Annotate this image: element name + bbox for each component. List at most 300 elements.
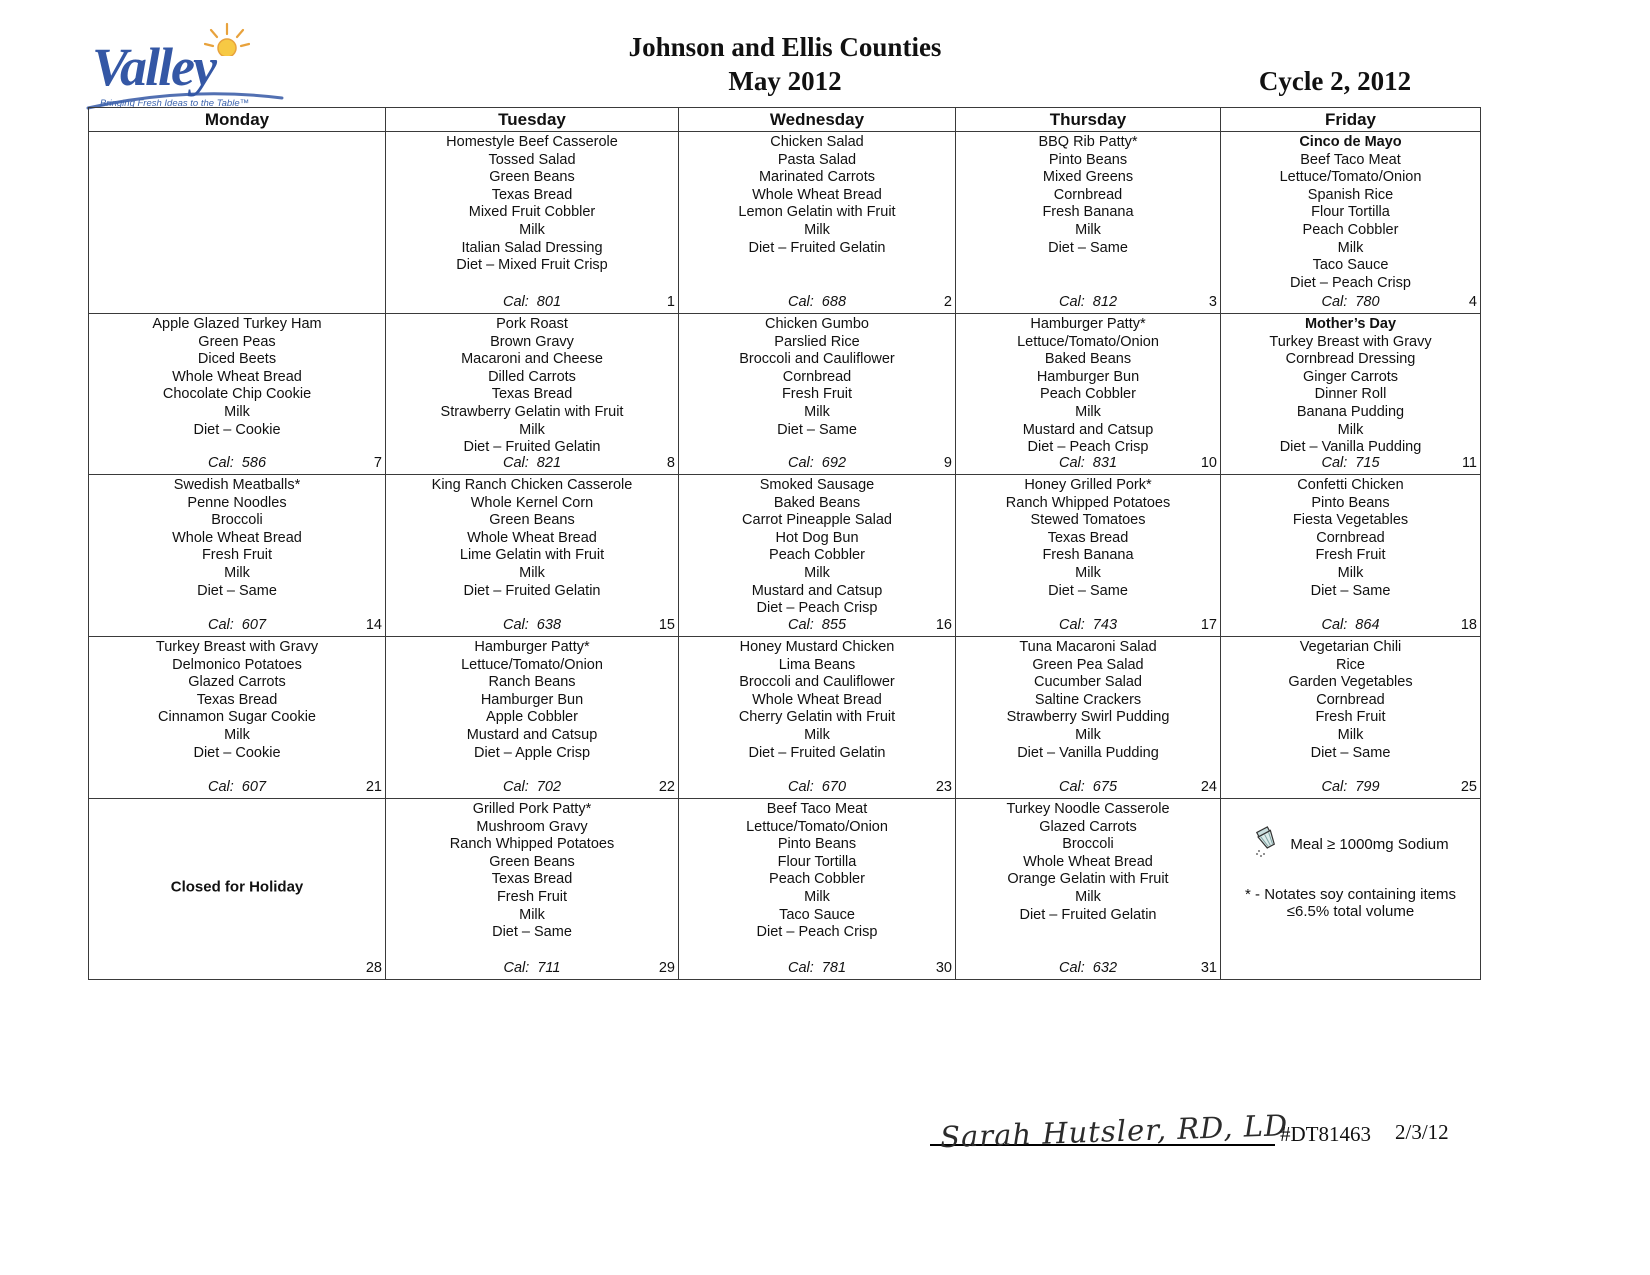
day-number: 16 [935,617,952,634]
menu-cell-week2-friday [1221,314,1481,475]
menu-item: Milk [1075,221,1101,238]
calorie-row [89,960,385,978]
menu-item: Milk [804,726,830,743]
menu-cell-week5-monday [89,799,386,980]
day-number: 11 [1461,455,1477,472]
day-number: 7 [373,455,382,472]
menu-item: Diet – Same [1048,239,1128,256]
menu-item: Fresh Banana [1042,547,1134,564]
menu-cell-week5-thursday [956,799,1221,980]
menu-item-list [679,799,955,942]
calorie-value: Cal: 781 [787,960,847,976]
menu-cell-week5-friday [1221,799,1481,980]
menu-item-list [679,132,955,257]
menu-item: Orange Gelatin with Fruit [1007,871,1169,888]
menu-item: Hamburger Patty* [474,639,590,655]
menu-item: Peach Cobbler [769,547,865,564]
menu-item: Taco Sauce [779,906,855,923]
menu-item: Diet – Same [492,924,572,941]
menu-item: Spanish Rice [1307,186,1394,203]
menu-item-list [1221,475,1480,600]
calorie-row [1221,779,1480,797]
menu-item: Fresh Fruit [1315,547,1386,564]
menu-item: Diet – Fruited Gelatin [748,744,886,761]
signature: Sarah Hutsler, RD, LD [939,1108,1289,1155]
menu-cell-week4-friday [1221,637,1481,799]
calorie-row [1221,617,1480,635]
menu-item: Lettuce/Tomato/Onion [1279,169,1422,186]
menu-item: Tossed Salad [488,151,576,168]
calorie-value: Cal: 692 [787,455,847,471]
soy-note-line1: * - Notates soy containing items [1245,885,1456,903]
calorie-row [1221,455,1480,473]
menu-item-list [1221,132,1480,292]
calorie-value: Cal: 799 [1321,779,1380,795]
menu-item: Lemon Gelatin with Fruit [738,204,896,221]
calorie-row [386,294,678,312]
menu-item: Fresh Fruit [201,547,273,564]
holiday-title: Mother’s Day [1304,316,1397,332]
page-subtitle: May 2012 [728,66,842,96]
menu-item: Ranch Whipped Potatoes [1005,494,1171,511]
menu-item: Smoked Sausage [759,477,875,493]
menu-item: Diet – Cookie [193,744,281,761]
sodium-legend [1221,799,1480,864]
menu-item: Brown Gravy [490,333,574,350]
menu-item: Milk [224,564,250,581]
menu-item: Milk [1075,888,1101,905]
menu-item: Pinto Beans [1311,494,1390,511]
menu-item: Diet – Apple Crisp [473,744,591,761]
menu-cell-week2-monday [89,314,386,475]
menu-item: Lima Beans [778,656,856,673]
day-header-tuesday: Tuesday [386,108,679,132]
menu-item: Lime Gelatin with Fruit [459,547,605,564]
calorie-value: Cal: 821 [502,455,562,471]
menu-item: Fresh Fruit [496,888,568,905]
menu-item-list [679,314,955,439]
closed-for-holiday-label: Closed for Holiday [170,878,304,896]
menu-item: Delmonico Potatoes [172,656,302,673]
menu-item: Mushroom Gravy [476,818,588,835]
menu-item: Milk [519,906,545,923]
cycle-label: Cycle 2, 2012 [1258,66,1412,96]
menu-item-list [386,314,678,457]
menu-item: Whole Wheat Bread [752,691,882,708]
menu-item: Milk [519,564,545,581]
menu-item-list [89,475,385,600]
menu-item: Diet – Same [1048,582,1128,599]
menu-item: Homestyle Beef Casserole [446,134,618,150]
menu-cell-week2-wednesday [679,314,956,475]
calorie-row [956,617,1220,635]
calorie-value: Cal: 831 [1058,455,1118,471]
calorie-value: Cal: 607 [207,617,267,633]
menu-item: Flour Tortilla [777,853,857,870]
menu-item: Milk [519,421,545,438]
menu-item: Lettuce/Tomato/Onion [1017,333,1159,350]
day-number: 18 [1460,617,1477,634]
menu-item: Baked Beans [773,494,861,511]
menu-item: Peach Cobbler [1040,386,1136,403]
menu-item: Milk [804,564,830,581]
menu-item: Diet – Vanilla Pudding [1017,744,1159,761]
menu-item-list [89,314,385,439]
day-number: 23 [935,779,952,796]
day-number: 4 [1468,294,1477,311]
menu-item: Ranch Beans [488,674,576,691]
day-number: 29 [658,960,675,977]
menu-cell-week3-thursday [956,475,1221,637]
week-row-3 [89,475,1481,637]
menu-item: Ranch Whipped Potatoes [449,836,615,853]
menu-item: Glazed Carrots [188,674,286,691]
calorie-row [679,779,955,797]
menu-item: Milk [224,403,250,420]
menu-item: Green Beans [489,169,575,186]
menu-item: Whole Wheat Bread [1023,853,1153,870]
calorie-row [1221,294,1480,312]
menu-item: Honey Mustard Chicken [739,639,895,655]
menu-item: Apple Glazed Turkey Ham [152,316,322,332]
menu-item: Pinto Beans [777,836,857,853]
menu-item: Chicken Salad [770,134,864,150]
menu-cell-week4-monday [89,637,386,799]
menu-item: Fiesta Vegetables [1292,512,1409,529]
menu-item: Green Beans [489,853,575,870]
menu-item: Broccoli [211,512,263,529]
menu-item: Green Beans [489,512,575,529]
holiday-title: Cinco de Mayo [1299,134,1402,150]
menu-item-list [89,637,385,762]
day-number: 28 [365,960,382,977]
menu-item: Texas Bread [491,386,573,403]
day-header-friday: Friday [1221,108,1481,132]
day-header-monday: Monday [89,108,386,132]
menu-item: Broccoli and Cauliflower [739,351,895,368]
menu-item: Italian Salad Dressing [461,239,603,256]
menu-item: Cornbread [1053,186,1123,203]
menu-item: Pinto Beans [1048,151,1128,168]
menu-item: Diet – Fruited Gelatin [748,239,886,256]
calorie-row [89,455,385,473]
menu-calendar [88,107,1481,980]
menu-cell-week4-thursday [956,637,1221,799]
calorie-value: Cal: 632 [1058,960,1118,976]
day-number: 25 [1460,779,1477,796]
menu-item: Turkey Noodle Casserole [1006,801,1170,817]
signature-date: 2/3/12 [1395,1120,1449,1144]
day-header-row [89,108,1481,132]
menu-item: Whole Wheat Bread [172,368,302,385]
menu-item-list [386,637,678,762]
page-title: Johnson and Ellis Counties [628,32,942,62]
menu-item: Cornbread [782,368,852,385]
menu-cell-week4-tuesday [386,637,679,799]
menu-item: Hamburger Bun [1036,368,1140,385]
calorie-value: Cal: 711 [503,960,561,976]
menu-item: Whole Wheat Bread [172,529,302,546]
menu-item: Diet – Fruited Gelatin [1019,906,1157,923]
calorie-row [956,960,1220,978]
menu-item: Mustard and Catsup [466,726,598,743]
menu-item: Diet – Peach Crisp [1027,439,1149,456]
menu-cell-week5-tuesday [386,799,679,980]
menu-item: Taco Sauce [1312,257,1389,274]
salt-shaker-icon [1252,825,1282,864]
calorie-value: Cal: 638 [502,617,562,633]
menu-item: Milk [1337,421,1364,438]
menu-item: Ginger Carrots [1302,368,1399,385]
menu-cell-week1-friday [1221,132,1481,314]
calorie-value: Cal: 801 [502,294,562,310]
menu-item: Green Pea Salad [1032,656,1144,673]
menu-item: Diet – Peach Crisp [1290,274,1411,291]
menu-item: Chicken Gumbo [765,316,869,332]
calorie-value: Cal: 670 [787,779,847,795]
day-number: 8 [666,455,675,472]
menu-cell-week1-monday [89,132,386,314]
day-number: 1 [666,294,675,311]
calorie-row [386,617,678,635]
menu-item: Diet – Peach Crisp [756,924,878,941]
calorie-row [89,779,385,797]
week-row-1 [89,132,1481,314]
menu-item-list [956,314,1220,457]
calorie-row [956,455,1220,473]
calorie-value: Cal: 864 [1321,617,1380,633]
menu-item-list [386,799,678,942]
day-number: 15 [658,617,675,634]
menu-item: Confetti Chicken [1297,477,1404,493]
valley-logo [66,24,296,108]
menu-item: Fresh Fruit [1315,709,1386,726]
logo-tagline: Bringing Fresh Ideas to the Table™ [100,98,250,109]
menu-item: Carrot Pineapple Salad [742,512,892,529]
menu-item: Texas Bread [1047,529,1129,546]
menu-item: Strawberry Swirl Pudding [1006,709,1170,726]
menu-item: Milk [519,221,545,238]
soy-note-line2: ≤6.5% total volume [1286,903,1415,921]
calorie-value: Cal: 743 [1058,617,1118,633]
menu-item: Apple Cobbler [486,709,578,726]
day-number: 2 [943,294,952,311]
day-number: 30 [935,960,952,977]
menu-item: Vegetarian Chili [1299,639,1402,655]
menu-item: Diet – Fruited Gelatin [463,582,601,599]
menu-cell-week1-tuesday [386,132,679,314]
calorie-value: Cal: 715 [1321,455,1380,471]
menu-item: Saltine Crackers [1034,691,1142,708]
menu-item: Diet – Fruited Gelatin [463,439,601,456]
menu-item: Dilled Carrots [488,368,576,385]
menu-item: Milk [1337,239,1364,256]
menu-item: Penne Noodles [187,494,287,511]
day-header-thursday: Thursday [956,108,1221,132]
day-number: 21 [365,779,382,796]
calorie-value: Cal: 586 [207,455,267,471]
menu-item: Dinner Roll [1314,386,1387,403]
menu-item: Cucumber Salad [1034,674,1142,691]
menu-item: Milk [1075,726,1101,743]
menu-item: Tuna Macaroni Salad [1019,639,1157,655]
calorie-row [956,294,1220,312]
menu-cell-week3-wednesday [679,475,956,637]
calorie-row [679,294,955,312]
menu-item: Cornbread [1316,529,1385,546]
menu-item: Mixed Greens [1042,169,1134,186]
menu-item: Diced Beets [197,351,277,368]
menu-item: Baked Beans [1044,351,1132,368]
menu-item: Glazed Carrots [1039,818,1137,835]
menu-item: Diet – Same [197,582,277,599]
menu-item: Honey Grilled Pork* [1024,477,1152,493]
menu-item: Chocolate Chip Cookie [162,386,312,403]
menu-item: Mustard and Catsup [1022,421,1154,438]
menu-cell-week3-monday [89,475,386,637]
certification-id: #DT81463 [1280,1122,1371,1146]
menu-item: Swedish Meatballs* [173,477,301,493]
menu-item: Parslied Rice [774,333,860,350]
calorie-row [386,779,678,797]
menu-cell-week3-tuesday [386,475,679,637]
calorie-row [89,617,385,635]
menu-item: Banana Pudding [1296,403,1405,420]
menu-item-list [956,475,1220,600]
menu-item: BBQ Rib Patty* [1038,134,1138,150]
menu-item: Diet – Mixed Fruit Crisp [456,257,608,274]
menu-item: Cinnamon Sugar Cookie [158,709,316,726]
menu-item: Whole Wheat Bread [752,186,882,203]
menu-item: Milk [804,403,830,420]
calorie-value: Cal: 780 [1321,294,1380,310]
menu-item: Hamburger Bun [480,691,584,708]
calorie-row [679,617,955,635]
menu-item: Garden Vegetables [1288,674,1413,691]
menu-item: Diet – Peach Crisp [756,600,878,617]
menu-item-list [386,132,678,275]
menu-item: Peach Cobbler [769,871,865,888]
menu-item: Lettuce/Tomato/Onion [461,656,603,673]
menu-item: Milk [1075,564,1101,581]
calorie-value: Cal: 688 [787,294,847,310]
menu-item: Milk [804,221,830,238]
menu-item: Pork Roast [496,316,568,332]
menu-cell-week1-wednesday [679,132,956,314]
menu-item-list [1221,314,1480,457]
day-number: 9 [943,455,952,472]
menu-item: Grilled Pork Patty* [472,801,592,817]
calorie-value: Cal: 855 [787,617,847,633]
menu-item: Diet – Same [777,421,857,438]
menu-item: Green Peas [198,333,276,350]
menu-item-list [1221,637,1480,762]
menu-item: Texas Bread [491,871,573,888]
menu-item: Texas Bread [196,691,278,708]
menu-item: Broccoli [1062,836,1114,853]
menu-item: Milk [1337,726,1364,743]
menu-item: Diet – Same [1310,582,1391,599]
day-number: 22 [658,779,675,796]
calorie-row [386,455,678,473]
calorie-value: Cal: 675 [1058,779,1118,795]
menu-item: Pasta Salad [777,151,857,168]
menu-item: Macaroni and Cheese [461,351,603,368]
menu-item: Strawberry Gelatin with Fruit [440,403,624,420]
day-number: 24 [1200,779,1217,796]
signature-line [930,1056,1289,1155]
menu-item-list [956,132,1220,257]
menu-item: Whole Kernel Corn [470,494,594,511]
menu-item: Beef Taco Meat [766,801,868,817]
day-number: 3 [1208,294,1217,311]
menu-item: Flour Tortilla [1311,204,1390,221]
menu-item: Mustard and Catsup [751,582,883,599]
week-row-5 [89,799,1481,980]
menu-item-list [679,475,955,618]
menu-item: Peach Cobbler [1302,221,1399,238]
menu-item: Milk [1075,403,1101,420]
day-number: 31 [1200,960,1217,977]
menu-item: Milk [1337,564,1364,581]
menu-item: Cherry Gelatin with Fruit [738,709,896,726]
menu-item: Turkey Breast with Gravy [1269,333,1432,350]
calorie-value: Cal: 607 [207,779,267,795]
menu-item: Mixed Fruit Cobbler [468,204,596,221]
week-row-4 [89,637,1481,799]
day-number: 14 [365,617,382,634]
menu-item: Turkey Breast with Gravy [155,639,319,655]
menu-item: Cornbread [1316,691,1385,708]
calorie-row [956,779,1220,797]
menu-item-list [956,637,1220,762]
brand-wordmark: Valley [92,37,215,97]
calorie-value: Cal: 812 [1058,294,1118,310]
menu-item-list [956,799,1220,924]
menu-cell-week4-wednesday [679,637,956,799]
day-number: 17 [1200,617,1217,634]
day-number: 10 [1200,455,1217,472]
menu-cell-week1-thursday [956,132,1221,314]
menu-item: Cornbread Dressing [1285,351,1416,368]
menu-item: Fresh Fruit [781,386,853,403]
menu-item: Whole Wheat Bread [467,529,597,546]
week-row-2 [89,314,1481,475]
menu-item: Diet – Vanilla Pudding [1279,439,1422,456]
menu-item: Fresh Banana [1042,204,1134,221]
menu-item: Diet – Same [1310,744,1391,761]
menu-cell-week3-friday [1221,475,1481,637]
menu-item: Milk [224,726,250,743]
menu-item: Texas Bread [491,186,573,203]
calorie-row [386,960,678,978]
calorie-row [679,455,955,473]
calorie-value: Cal: 702 [502,779,562,795]
menu-item: Hamburger Patty* [1030,316,1146,332]
calorie-row [679,960,955,978]
menu-item: Hot Dog Bun [775,529,859,546]
menu-item-list [386,475,678,600]
menu-item: Diet – Cookie [193,421,281,438]
menu-cell-week2-thursday [956,314,1221,475]
menu-item: Milk [804,888,830,905]
menu-cell-week5-wednesday [679,799,956,980]
menu-item: Broccoli and Cauliflower [739,674,895,691]
menu-item: Lettuce/Tomato/Onion [746,818,888,835]
menu-item: Marinated Carrots [758,169,876,186]
menu-item: King Ranch Chicken Casserole [431,477,633,493]
menu-item: Stewed Tomatoes [1030,512,1146,529]
